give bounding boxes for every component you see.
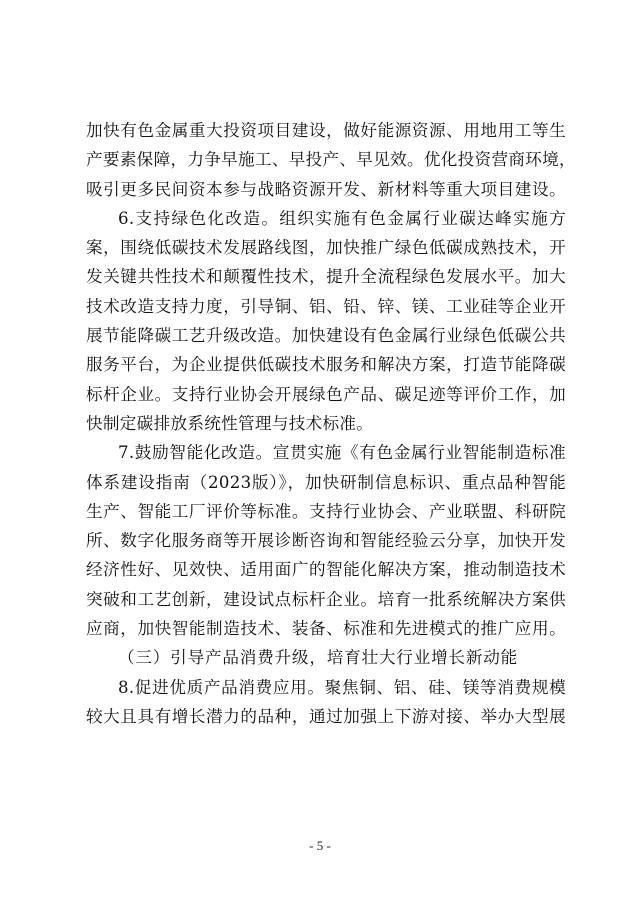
text-line: 加快有色金属重大投资项目建设，做好能源资源、用地用工等生 bbox=[86, 121, 566, 140]
text-line: 案，围绕低碳技术发展路线图，加快推广绿色低碳成熟技术，开 bbox=[86, 238, 566, 258]
text-line: 标杆企业。支持行业协会开展绿色产品、碳足迹等评价工作，加 bbox=[86, 384, 566, 404]
document-body bbox=[86, 116, 576, 731]
text-line: 突破和工艺创新，建设试点标杆企业。培育一批系统解决方案供 bbox=[86, 589, 566, 609]
text-line: 经济性好、见效快、适用面广的智能化解决方案，推动制造技术 bbox=[86, 560, 566, 580]
section-item-6-first-line: 6.支持绿色化改造。组织实施有色金属行业碳达峰实施方 bbox=[118, 208, 566, 228]
text-line: 展节能降碳工艺升级改造。加快建设有色金属行业绿色低碳公共 bbox=[86, 326, 566, 346]
section-item-7-first-line: 7.鼓励智能化改造。宣贯实施《有色金属行业智能制造标准 bbox=[118, 443, 566, 463]
text-line: 生产、智能工厂评价等标准。支持行业协会、产业联盟、科研院 bbox=[86, 501, 566, 521]
text-line: 应商，加快智能制造技术、装备、标准和先进模式的推广应用。 bbox=[86, 619, 566, 639]
text-line: 较大且具有增长潜力的品种，通过加强上下游对接、举办大型展 bbox=[86, 706, 566, 726]
text-line: 技术改造支持力度，引导铜、铝、铅、锌、镁、工业硅等企业开 bbox=[86, 296, 566, 316]
text-line: 服务平台，为企业提供低碳技术服务和解决方案，打造节能降碳 bbox=[86, 355, 566, 375]
text-line: 发关键共性技术和颠覆性技术，提升全流程绿色发展水平。加大 bbox=[86, 267, 566, 287]
text-line: 产要素保障，力争早施工、早投产、早见效。优化投资营商环境， bbox=[86, 150, 576, 170]
text-line: 所、数字化服务商等开展诊断咨询和智能经验云分享，加快开发 bbox=[86, 531, 566, 551]
text-line: 快制定碳排放系统性管理与技术标准。 bbox=[86, 413, 374, 433]
section-item-8-first-line: 8.促进优质产品消费应用。聚焦铜、铝、硅、镁等消费规模 bbox=[118, 677, 566, 697]
text-line: 体系建设指南（2023版）》，加快研制信息标识、重点品种智能 bbox=[86, 472, 566, 492]
text-line: 吸引更多民间资本参与战略资源开发、新材料等重大项目建设。 bbox=[86, 179, 566, 199]
page-number: - 5 - bbox=[309, 838, 331, 853]
section-heading: （三）引导产品消费升级，培育壮大行业增长新动能 bbox=[118, 648, 519, 668]
